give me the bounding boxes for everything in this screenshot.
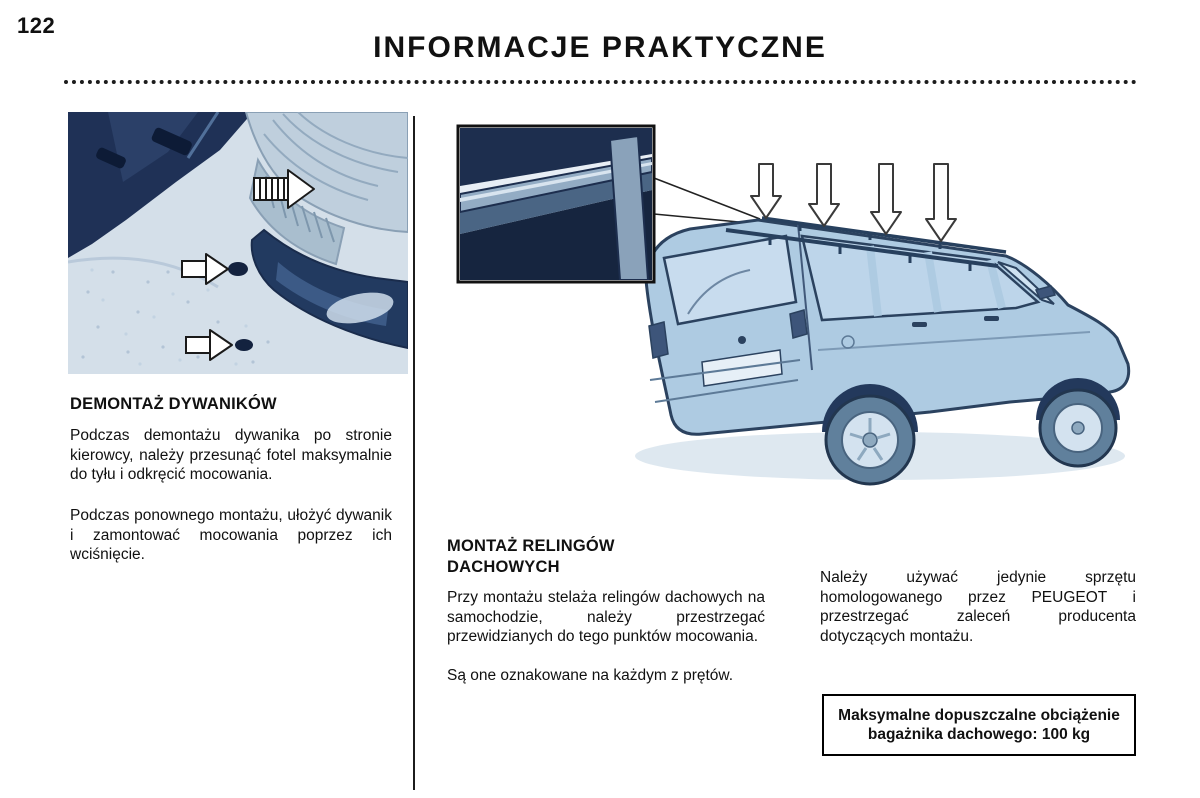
brand-badge-icon [738, 336, 746, 344]
page-title: INFORMACJE PRAKTYCZNE [373, 31, 827, 64]
roof-rail-closeup-inset [458, 126, 654, 282]
mount-point-arrow-1-icon [751, 164, 781, 218]
rear-wheel [822, 384, 918, 484]
front-wheel [1036, 378, 1120, 466]
column-divider [413, 116, 415, 790]
roof-rails-paragraph-1: Przy montażu stelaża relingów dachowych na samochodzie, należy przestrzegać przewidzianych do tego punktów mocowania. [447, 589, 765, 645]
door-handle-rear [912, 322, 927, 327]
floor-mat-illustration [68, 112, 408, 374]
mats-paragraph-1: Podczas demontażu dywanika po stronie kierowcy, należy przesunąć fotel maksymalnie do tyłu i odkręcić mocowania. [70, 427, 392, 483]
section-heading-roof-rails: MONTAŻ RELINGÓW DACHOWYCH [447, 537, 615, 576]
front-mat-fixing-point [228, 262, 248, 276]
approval-paragraph: Należy używać jedynie sprzętu homologowanego przez PEUGEOT i przestrzegać zaleceń producenta dotyczących montażu. [820, 569, 1136, 645]
inset-leader-line-1 [654, 178, 760, 219]
section-heading-mats: DEMONTAŻ DYWANIKÓW [70, 395, 277, 413]
car-drawing [450, 118, 1140, 498]
roof-rails-illustration [450, 118, 1140, 498]
max-roof-load-box [822, 694, 1136, 756]
mats-paragraph-2: Podczas ponownego montażu, ułożyć dywanik i zamontować mocowania poprzez ich wciśnięcie. [70, 507, 392, 563]
floor-mat-drawing [68, 112, 408, 374]
max-roof-load-text: Maksymalne dopuszczalne obciążenie bagażnika dachowego: 100 kg [838, 707, 1120, 743]
tail-light-right [790, 310, 807, 338]
page-number: 122 [17, 13, 56, 38]
rear-mat-fixing-point [235, 339, 253, 351]
door-handle-front [984, 316, 999, 321]
roof-rails-paragraph-2: Są one oznakowane na każdym z prętów. [447, 667, 734, 684]
mount-point-arrow-2-icon [809, 164, 839, 226]
mount-point-arrow-4-icon [926, 164, 956, 241]
dotted-divider [64, 80, 1137, 84]
mount-point-arrow-3-icon [871, 164, 901, 234]
tail-light-left [649, 322, 668, 358]
